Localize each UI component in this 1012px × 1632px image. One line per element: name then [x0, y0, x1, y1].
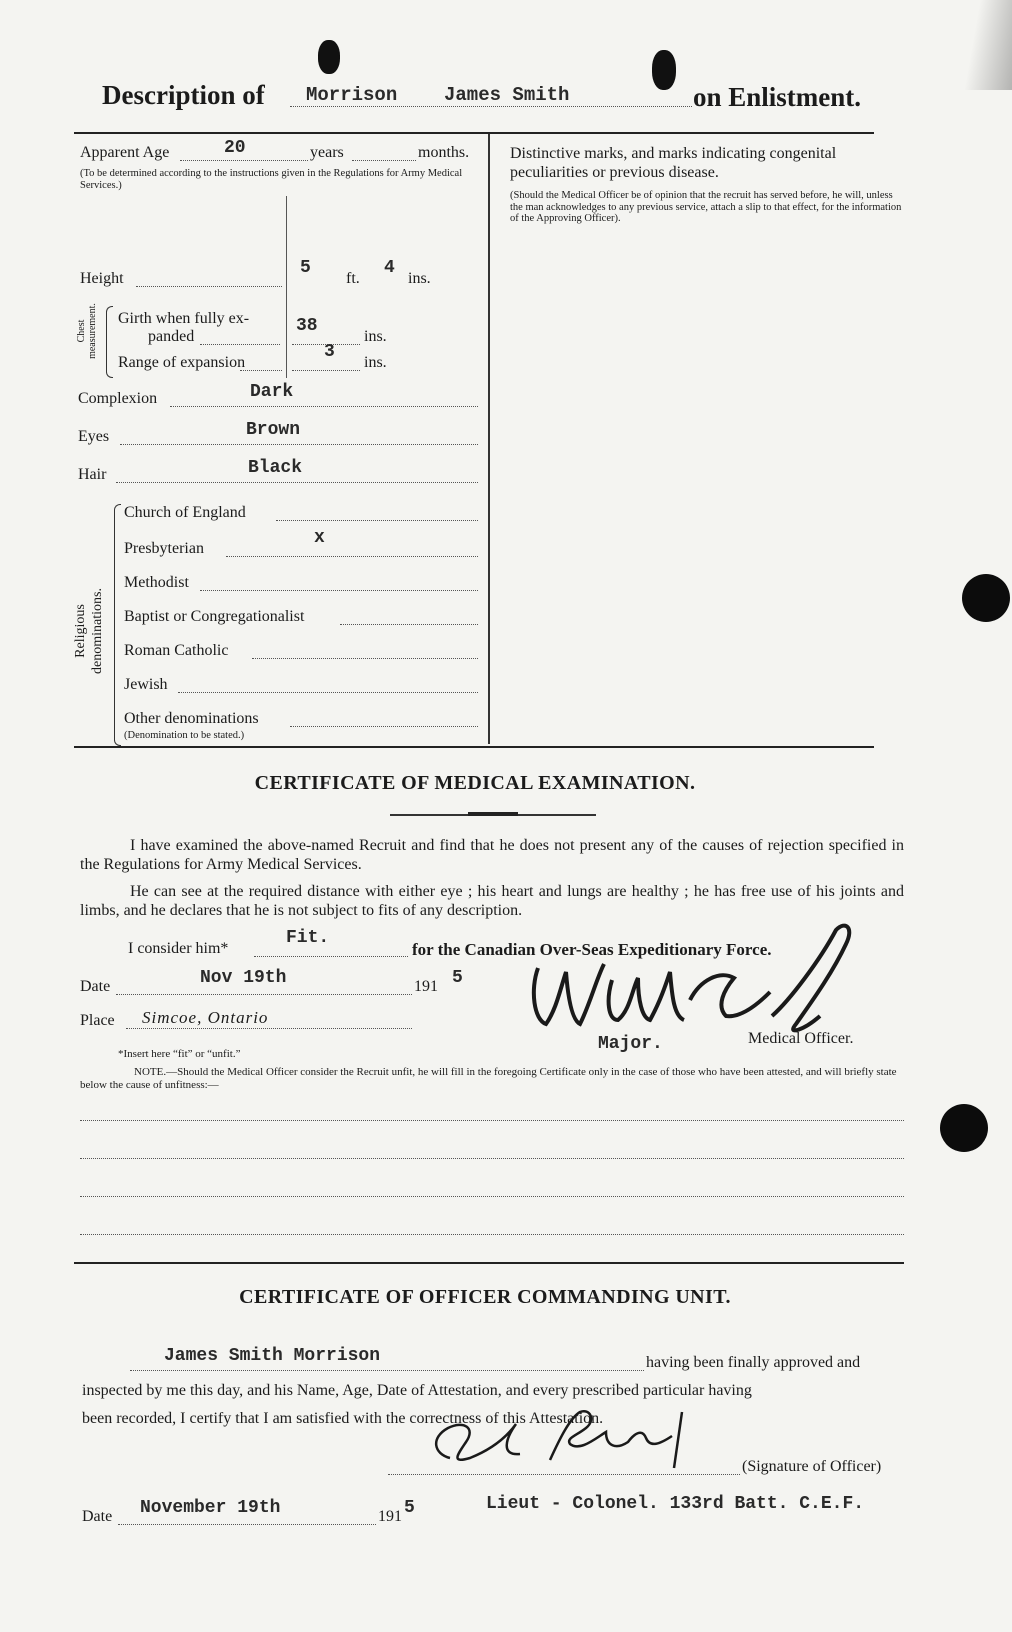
height-label: Height	[80, 270, 124, 287]
range-value-line	[292, 370, 360, 371]
religion-item-methodist: Methodist	[124, 574, 189, 591]
unfitness-line	[80, 1158, 904, 1159]
girth-label-2: panded	[148, 328, 195, 345]
ink-blot	[318, 40, 340, 74]
age-line	[180, 160, 308, 161]
commanding-line-3: been recorded, I certify that I am satisfied with the correctness of this Attestation.	[82, 1410, 604, 1427]
distinctive-title: Distinctive marks, and marks indicating congenital peculiarities or previous disease.	[510, 145, 837, 181]
religion-item-other: Other denominations	[124, 710, 259, 727]
presbyterian-mark: x	[314, 528, 325, 548]
medical-para-2: He can see at the required distance with either eye ; his heart and lungs are healthy ; he has free use of his joints and limbs, and he declares that he is not subject to fits of any description.	[80, 883, 904, 919]
months-line	[352, 160, 416, 161]
religion-line	[340, 624, 478, 625]
medical-title: CERTIFICATE OF MEDICAL EXAMINATION.	[254, 772, 696, 794]
chest-side-label	[76, 300, 98, 362]
religion-side-label	[72, 566, 106, 696]
religion-line	[290, 726, 478, 727]
religion-item-roman-catholic: Roman Catholic	[124, 642, 229, 659]
commanding-date-label: Date	[82, 1508, 113, 1525]
medical-footnote: *Insert here “fit” or “unfit.”	[118, 1048, 241, 1060]
medical-year-prefix: 191	[414, 978, 438, 995]
height-feet: 5	[300, 258, 311, 278]
height-line	[136, 286, 282, 287]
eyes-label: Eyes	[78, 428, 110, 445]
name-line	[290, 106, 692, 107]
header-rule	[74, 132, 874, 134]
commanding-date-value: November 19th	[140, 1498, 281, 1518]
distinctive-note: (Should the Medical Officer be of opinion that the recruit has served before, he will, unless the man acknowledges to any previous service, attach a slip to that effect, for the information of the Approving Officer).	[510, 190, 902, 224]
religion-item-baptist: Baptist or Congregationalist	[124, 608, 305, 625]
religion-line	[276, 520, 478, 521]
age-value: 20	[224, 138, 246, 158]
religion-line	[252, 658, 478, 659]
consider-value: Fit.	[286, 928, 330, 948]
force-text: for the Canadian Over-Seas Expeditionary Force.	[412, 940, 772, 959]
range-line	[240, 370, 282, 371]
height-ins-unit: ins.	[408, 270, 431, 287]
religion-item-church-of-england: Church of England	[124, 504, 246, 521]
complexion-value: Dark	[250, 382, 294, 402]
age-note: (To be determined according to the instructions given in the Regulations for Army Medical Services.)	[80, 168, 463, 191]
title-suffix: on Enlistment.	[693, 82, 862, 112]
commanding-officer-signature	[420, 1398, 720, 1478]
commanding-year-digit: 5	[404, 1498, 415, 1518]
commanding-date-line	[118, 1524, 376, 1525]
medical-date-value: Nov 19th	[200, 968, 287, 988]
recruit-name-value: James Smith Morrison	[164, 1346, 381, 1366]
chest-side-text: Chest measurement.	[76, 303, 98, 359]
given-names-value: James Smith	[444, 84, 570, 106]
medical-year-digit: 5	[452, 968, 463, 988]
consider-label: I consider him*	[128, 940, 229, 957]
recruit-name-line	[130, 1370, 644, 1371]
medical-title-rule-center	[468, 812, 518, 816]
medical-para-1: I have examined the above-named Recruit and find that he does not present any of the causes of rejection specified in the Regulations for Army Medical Services.	[80, 837, 904, 873]
range-value: 3	[324, 342, 335, 362]
medical-date-line	[116, 994, 412, 995]
age-label: Apparent Age	[80, 144, 170, 161]
commanding-title: CERTIFICATE OF OFFICER COMMANDING UNIT.	[239, 1286, 731, 1308]
title-prefix: Description of	[102, 80, 265, 110]
consider-line	[254, 956, 408, 957]
eyes-value: Brown	[246, 420, 301, 440]
religion-brace	[114, 504, 121, 746]
hair-value: Black	[248, 458, 303, 478]
hair-label: Hair	[78, 466, 107, 483]
ink-blot	[652, 50, 676, 90]
religion-line	[178, 692, 478, 693]
hair-line	[116, 482, 478, 483]
place-label: Place	[80, 1012, 115, 1029]
section-rule	[74, 746, 874, 748]
unfitness-line	[80, 1196, 904, 1197]
column-divider	[488, 134, 490, 744]
religion-item-jewish: Jewish	[124, 676, 168, 693]
complexion-line	[170, 406, 478, 407]
binder-hole	[962, 574, 1010, 622]
section-rule	[74, 1262, 904, 1264]
range-label: Range of expansion	[118, 354, 246, 371]
chest-brace	[106, 306, 113, 378]
commanding-year-prefix: 191	[378, 1508, 402, 1525]
medical-date-label: Date	[80, 978, 111, 995]
religion-other-note: (Denomination to be stated.)	[124, 730, 245, 741]
religion-line	[226, 556, 478, 557]
unfitness-line	[80, 1234, 904, 1235]
girth-label-1: Girth when fully ex-	[118, 310, 250, 327]
girth-value: 38	[296, 316, 318, 336]
commanding-line-2: inspected by me this day, and his Name, Age, Date of Attestation, and every prescribed particular having	[82, 1382, 752, 1399]
medical-unfit-note: NOTE.—Should the Medical Officer consider the Recruit unfit, he will fill in the foregoing Certificate only in the case of those who have been attested, and will briefly state below the cause of unfitness:—	[80, 1066, 897, 1091]
signature-label: (Signature of Officer)	[742, 1458, 882, 1475]
value-column-line	[286, 196, 287, 378]
complexion-label: Complexion	[78, 390, 158, 407]
religion-line	[200, 590, 478, 591]
height-ft-unit: ft.	[346, 270, 360, 287]
girth-line	[200, 344, 280, 345]
age-years-unit: years	[310, 144, 344, 161]
girth-unit: ins.	[364, 328, 387, 345]
signature-line	[388, 1474, 740, 1475]
scan-edge-shadow	[948, 0, 1012, 90]
medical-officer-label: Medical Officer.	[748, 1030, 854, 1047]
surname-value: Morrison	[306, 84, 398, 106]
place-value: Simcoe, Ontario	[142, 1008, 269, 1027]
religion-item-presbyterian: Presbyterian	[124, 540, 204, 557]
height-inches: 4	[384, 258, 395, 278]
commanding-rank-unit: Lieut - Colonel. 133rd Batt. C.E.F.	[486, 1494, 865, 1514]
eyes-line	[120, 444, 478, 445]
binder-hole	[940, 1104, 988, 1152]
unfitness-line	[80, 1120, 904, 1121]
place-line	[126, 1028, 412, 1029]
medical-officer-signature	[520, 920, 880, 1040]
range-unit: ins.	[364, 354, 387, 371]
commanding-line-1-tail: having been finally approved and	[646, 1354, 861, 1371]
medical-officer-rank: Major.	[598, 1034, 663, 1054]
age-months-unit: months.	[418, 144, 470, 161]
religion-side-text: Religious denominations.	[73, 588, 105, 674]
